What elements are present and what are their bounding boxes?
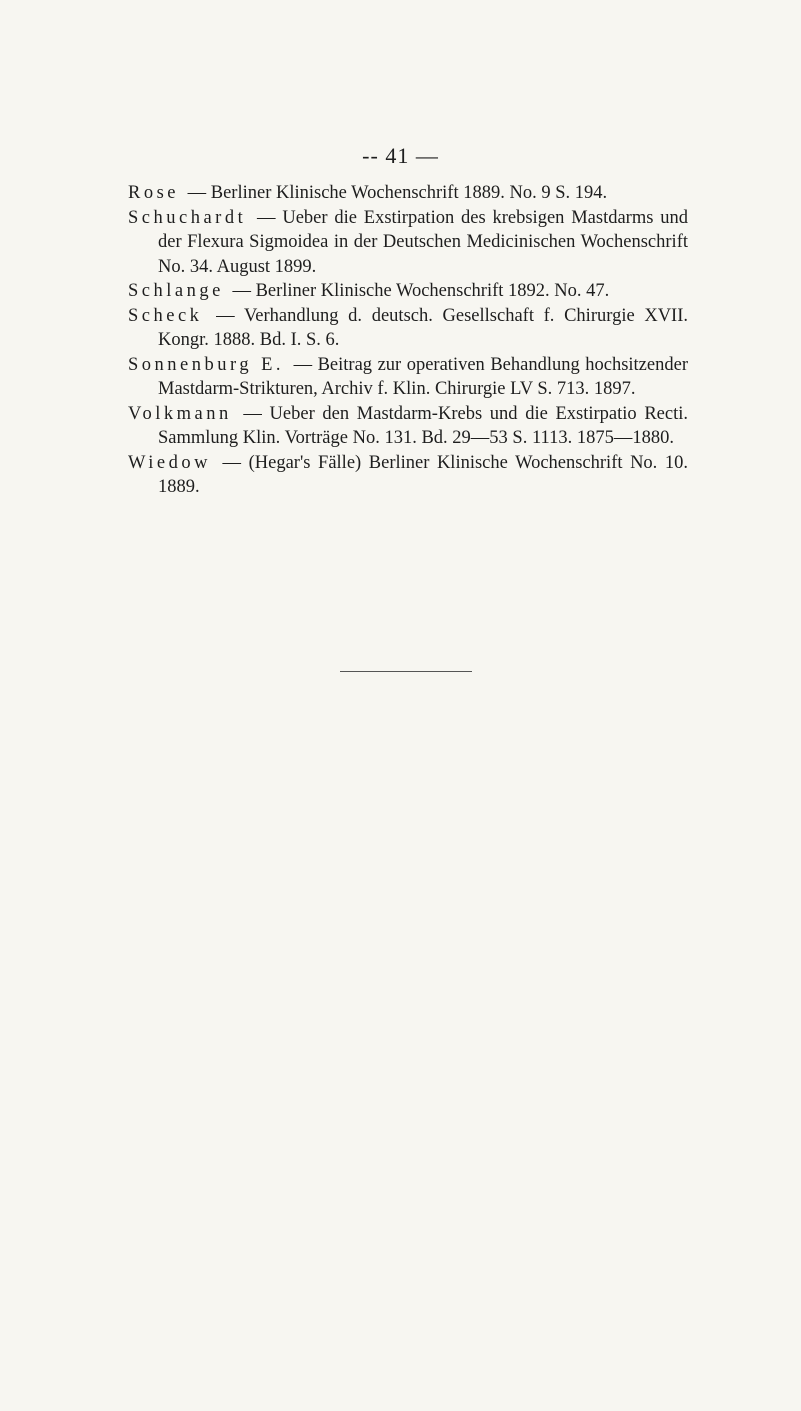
entry-author: Schuchardt — [128, 207, 247, 228]
bibliography-entry-sonnenburg — [128, 353, 688, 402]
section-end-rule — [340, 671, 472, 672]
entry-text: — (Hegar's Fälle) Berliner Klinische Wochenschrift No. 10. 1889. — [158, 452, 688, 497]
bibliography-list — [128, 181, 688, 500]
entry-text: — Beitrag zur operativen Behandlung hochsitzender Mastdarm-Strikturen, Archiv f. Klin. Chirurgie LV S. 713. 1897. — [158, 354, 688, 399]
entry-text: — Berliner Klinische Wochenschrift 1892. No. 47. — [232, 281, 610, 301]
bibliography-entry-rose — [128, 181, 688, 206]
entry-author: Rose — [128, 183, 179, 203]
page-number: -- 41 — — [362, 143, 439, 168]
entry-text: — Ueber den Mastdarm-Krebs und die Exstirpatio Recti. Sammlung Klin. Vorträge No. 131. Bd. 29—53 S. 1113. 1875—1880. — [158, 403, 688, 448]
bibliography-entry-wiedow — [128, 451, 688, 500]
bibliography-entry-schuchardt — [128, 206, 688, 280]
bibliography-entry-volkmann — [128, 402, 688, 451]
entry-author: Scheck — [128, 305, 203, 326]
entry-text: — Ueber die Exstirpation des krebsigen Mastdarms und der Flexura Sigmoidea in der Deutschen Medicinischen Wochenschrift No. 34. August 1899. — [158, 207, 688, 277]
bibliography-entry-scheck — [128, 304, 688, 353]
entry-author: Wiedow — [128, 452, 211, 473]
entry-text: — Berliner Klinische Wochenschrift 1889. No. 9 S. 194. — [187, 183, 608, 203]
entry-text: — Verhandlung d. deutsch. Gesellschaft f. Chirurgie XVII. Kongr. 1888. Bd. I. S. 6. — [158, 305, 689, 350]
entry-author: Schlange — [128, 281, 224, 301]
entry-author: Volkmann — [128, 403, 232, 424]
bibliography-entry-schlange — [128, 279, 688, 304]
entry-author: Sonnenburg E. — [128, 354, 285, 375]
